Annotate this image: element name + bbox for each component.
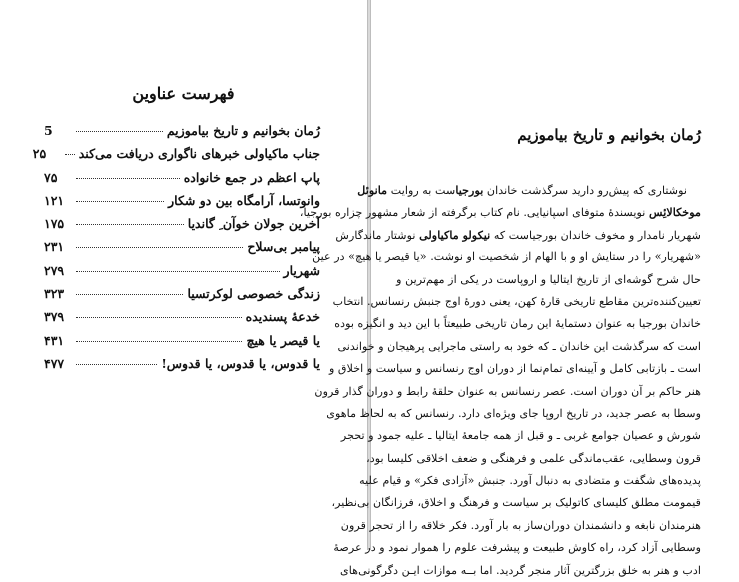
toc-entry (44, 216, 320, 239)
toc-leader-dots (76, 247, 243, 248)
toc-leader-dots (76, 224, 184, 225)
text-run: خاندان بورجیا به عنوان دستمایهٔ این رمان تاریخی طبیعتاً با این دید و انگیزه بوده (334, 317, 701, 331)
toc-entry-page: ۱۷۵ (44, 216, 65, 232)
text-line (334, 313, 701, 335)
text-line (333, 537, 701, 559)
toc-entry (44, 239, 320, 262)
bold-name: موخکا‌لائِس (648, 205, 701, 220)
toc-entry-page: ۳۲۳ (44, 286, 65, 302)
toc-entry-page: ۳۷۹ (44, 309, 65, 325)
toc-entry-page: ۲۷۹ (44, 262, 65, 278)
toc-entry (44, 356, 320, 379)
text-line (331, 492, 701, 514)
text-line (340, 425, 701, 447)
text-run: ادب و هنر به خلق بزرگترین آثار منجر گردید. اما بــه موازات ایـن دگرگونی‌های (340, 563, 701, 577)
toc-leader-dots (76, 294, 183, 295)
toc-leader-dots (76, 341, 242, 342)
text-run: ست به روایت (387, 184, 456, 197)
toc-entry-title: جناب ماکیاولی خبرهای ناگواری دریافت می‌کند (78, 146, 320, 162)
text-run: نویسندهٔ متوفای اسپانیایی. نام کتاب برگرفته از شعار مشهور چزاره بورجیا، (299, 206, 649, 220)
toc-entry-page: ۷۵ (44, 169, 58, 185)
text-line (357, 179, 701, 201)
toc-leader-dots (76, 317, 242, 318)
text-line (396, 269, 701, 291)
toc-page (0, 0, 367, 550)
toc-list (32, 123, 320, 379)
toc-entry-title: خدعهٔ پسندیده (245, 309, 320, 325)
text-run: قیمومت مطلق کلیسای کاتولیک بر سیاست و فرهنگ و اخلاق، فرزانگان بی‌نظیر، (331, 496, 701, 510)
text-run: هنرمندان نابغه و دانشمندان دوران‌ساز به بار آورد. فکر خلاقه را از تحجر قرون (340, 518, 701, 532)
toc-entry-page: ۴۳۱ (44, 332, 65, 348)
toc-leader-dots (76, 201, 164, 202)
text-line (366, 448, 701, 470)
toc-entry-page: ۲۵ (32, 146, 47, 162)
toc-entry (44, 170, 320, 193)
text-line (314, 381, 701, 403)
toc-entry (44, 123, 320, 146)
bold-name: بورجیا (455, 183, 484, 197)
text-run: وسطا به عصر جدید، در تاریخ اروپا جای ویژه‌ای دارد. رنسانس که به لحاظ ماهوی (326, 406, 701, 420)
text-run: است که سرگذشت این خاندان ـ که خود به راستی ماجرایی پرهیجان و خواندنی (337, 339, 701, 353)
toc-entry-title: پاپ اعظم در جمع خانواده (183, 169, 320, 185)
bold-name: مانوئل (357, 183, 388, 197)
text-run: وسطایی آزاد کرد، راه کاوش طبیعت و پیشرفت علوم را هموار نمود و در عرصهٔ (333, 541, 701, 555)
text-run: نوشتاری که پیش‌رو دارید سرگذشت خاندان (483, 184, 687, 197)
text-line (337, 336, 701, 358)
toc-entry-title: یا قیصر یا هیچ (246, 332, 320, 348)
text-run: است ـ بازتابی کامل و آیینه‌ای تمام‌نما از دوران اوج رنسانس و سیاست و اخلاق و (328, 362, 701, 376)
toc-entry-page: ۲۳۱ (44, 239, 65, 255)
toc-leader-dots (76, 131, 163, 132)
bold-name: نیکولو ماکیاولی (419, 227, 491, 242)
toc-entry-title: زندگی خصوصی لوکرتسیا (187, 286, 320, 302)
toc-entry-title: یا قدوس، یا قدوس، یا قدوس! (161, 355, 320, 371)
text-run: حال شرح گوشه‌ای از تاریخ ایتالیا و اروپاست در یکی از مهم‌ترین و (396, 272, 701, 286)
toc-entry (44, 193, 320, 216)
text-line (340, 560, 701, 582)
toc-entry (44, 333, 320, 356)
toc-title: فهرست عناوین (132, 84, 235, 103)
toc-entry-page: 5 (44, 123, 53, 138)
text-run: شهریار نامدار و مخوف خاندان بورجیاست که (490, 228, 701, 242)
toc-entry-title: پیامبر بی‌سلاح (247, 239, 320, 255)
toc-entry-title: وانوتسا، آرامگاه بین دو شکار (168, 192, 320, 208)
toc-leader-dots (76, 271, 280, 272)
text-line (328, 358, 701, 380)
toc-entry-title: رُمان بخوانیم و تاریخ بیاموزیم (166, 123, 320, 138)
text-line (335, 224, 701, 246)
toc-leader-dots (65, 154, 75, 155)
toc-entry-page: ۴۷۷ (44, 355, 65, 371)
toc-leader-dots (76, 364, 157, 365)
toc-entry (44, 309, 320, 332)
text-run: هنر حاکم بر آن دوران است. عصر رنسانس به عنوان حلقهٔ رابط و دوران گذار قرون (314, 384, 701, 398)
toc-entry (44, 263, 320, 286)
toc-entry-title: آخرین جولان خوآن ِ گاندیا (187, 216, 320, 232)
text-run: «شهریار» را در ستایش او و با الهام از شخصیت او نوشت. «یا قیصر یا هیچ» در عین (312, 250, 701, 264)
text-run: نوشتار ماندگارش (335, 228, 420, 242)
text-run: شورش و عصیان جوامع غربی ـ و قبل از همه جامعهٔ ایتالیا ـ علیه جمود و تحجر (340, 429, 701, 443)
text-run: تعیین‌کننده‌ترین مقاطع تاریخی قارهٔ کهن، یعنی دورهٔ اوج جنبش رنسانس. انتخاب (332, 294, 701, 308)
chapter-title: رُمان بخوانیم و تاریخ بیاموزیم (517, 126, 701, 144)
toc-entry (32, 146, 320, 169)
text-line (299, 201, 701, 223)
text-line (332, 291, 701, 313)
toc-entry-page: ۱۲۱ (44, 192, 65, 208)
text-line (326, 403, 701, 425)
chapter-page (299, 0, 739, 577)
toc-entry (44, 286, 320, 309)
toc-entry-title: شهریار (283, 262, 320, 278)
chapter-body (299, 179, 701, 582)
text-line (340, 515, 701, 537)
toc-leader-dots (76, 178, 180, 179)
text-run: پدیده‌های شگفت و متضادی به دنبال آورد. جنبش «آزادی فکر» و قیام علیه (359, 474, 701, 488)
text-run: قرون وسطایی، عقب‌ماندگی علمی و فرهنگی و ضعف اخلاقی کلیسا بود، (366, 451, 701, 465)
text-line (312, 246, 701, 268)
text-line (359, 470, 701, 492)
